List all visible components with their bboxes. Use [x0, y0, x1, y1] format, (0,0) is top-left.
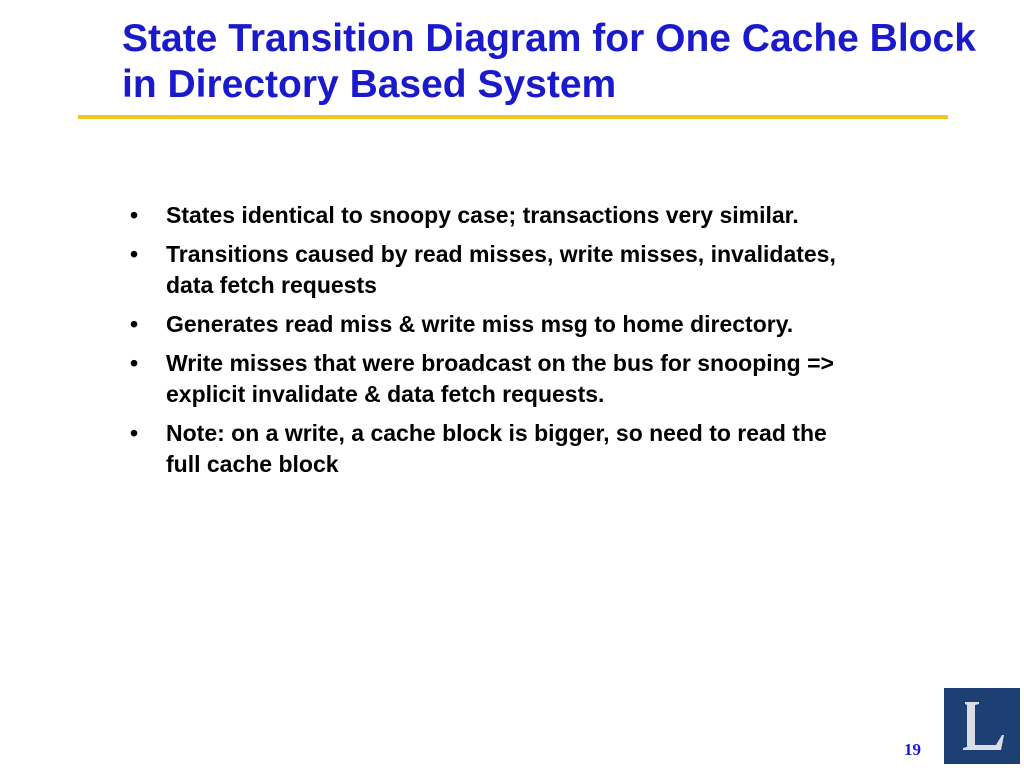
- slide-title: State Transition Diagram for One Cache Block in Directory Based System: [122, 17, 976, 106]
- bullet-marker: •: [130, 202, 139, 228]
- bullet-item: [128, 418, 848, 480]
- bullet-item: [128, 239, 848, 301]
- bullet-marker: •: [130, 350, 139, 376]
- page-number: 19: [904, 740, 921, 759]
- bullet-text: Transitions caused by read misses, write misses, invalidates, data fetch requests: [166, 241, 836, 298]
- bullet-item: [128, 348, 848, 410]
- bullet-text: Generates read miss & write miss msg to home directory.: [166, 311, 794, 337]
- university-logo: [944, 688, 1020, 764]
- title-underline: [78, 115, 948, 119]
- bullet-marker: •: [130, 311, 139, 337]
- bullet-text: Write misses that were broadcast on the bus for snooping => explicit invalidate & data fetch requests.: [166, 350, 834, 407]
- bullet-marker: •: [130, 241, 139, 267]
- bullet-text: States identical to snoopy case; transactions very similar.: [166, 202, 799, 228]
- bullet-list: [128, 200, 848, 488]
- bullet-item: [128, 309, 848, 340]
- bullet-marker: •: [130, 420, 139, 446]
- bullet-item: [128, 200, 848, 231]
- letter-l-logo-icon: [944, 688, 1020, 764]
- bullet-text: Note: on a write, a cache block is bigger, so need to read the full cache block: [166, 420, 827, 477]
